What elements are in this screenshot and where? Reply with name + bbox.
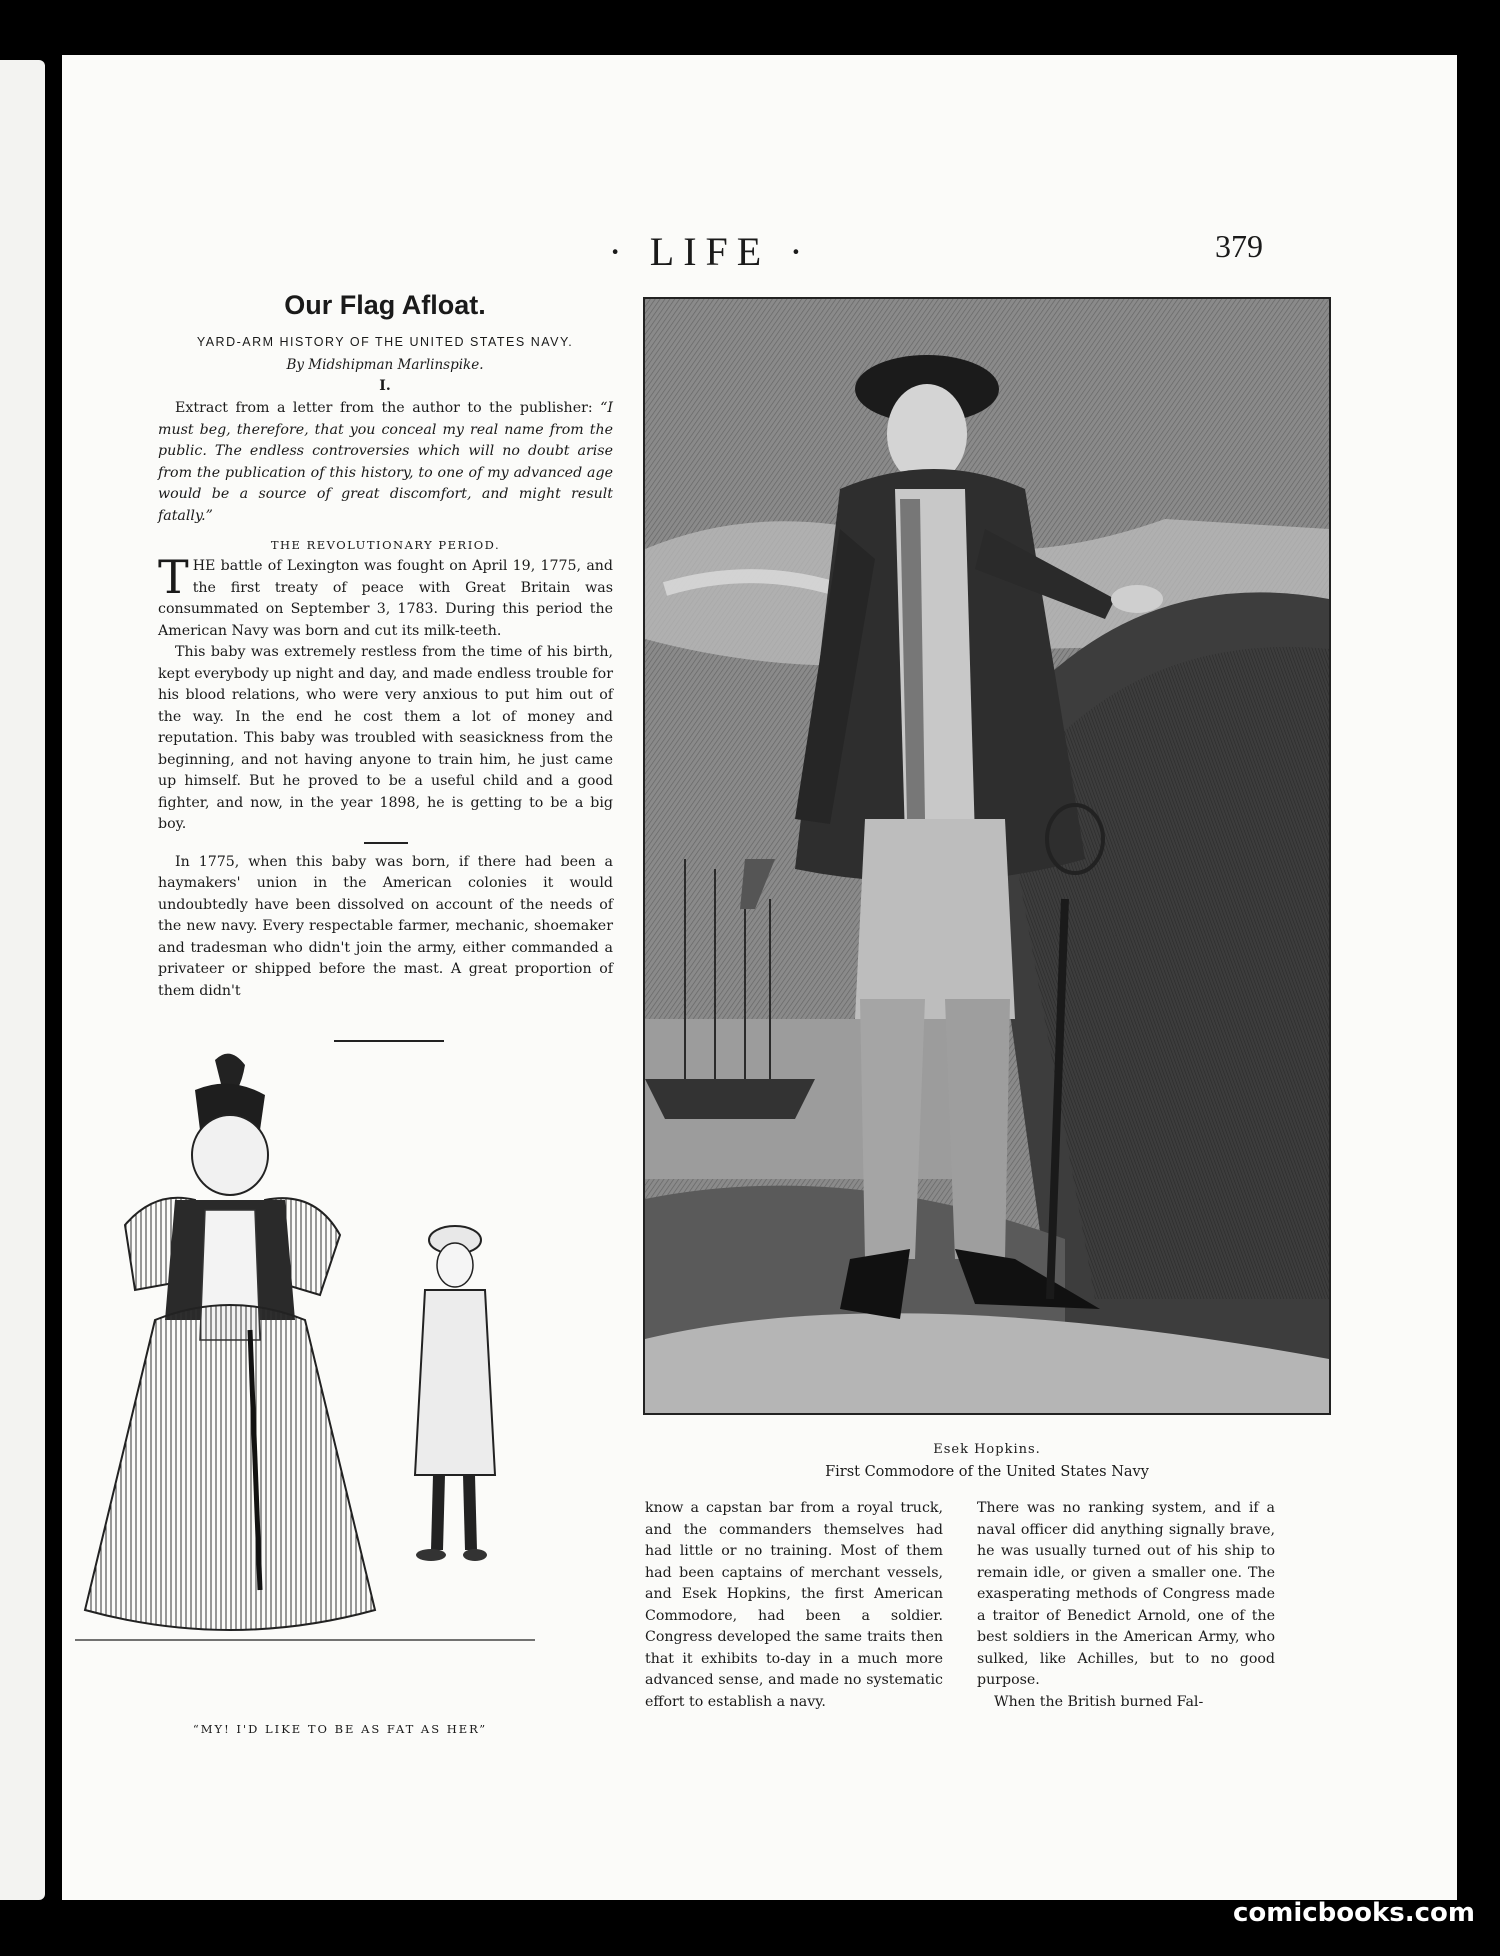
paragraph-2: This baby was extremely restless from the time of his birth, kept everybody up night and day, and made endless trouble for his blood relations, who were very anxious to put him out of the way. In the end he cost them a lot of money and reputation. This baby was troubled with seasickness from the beginning, and not having anyone to train him, he just came up himself. But he proved to be a useful child and a good fighter, and now, in the year 1898, he is getting to be a big boy. bbox=[158, 644, 613, 832]
article-byline: By Midshipman Marlinspike. bbox=[286, 357, 484, 373]
paragraph-1-text: HE battle of Lexington was fought on April 19, 1775, and the first treaty of peace with Great Britain was consummated on September 3, 1783. During this period the American Navy was born and cut its milk-teeth. bbox=[158, 558, 613, 639]
bottom-column-left bbox=[645, 1498, 943, 1713]
child-figure bbox=[415, 1226, 495, 1561]
column-end-rule bbox=[334, 1040, 444, 1042]
portrait-caption-name: Esek Hopkins. bbox=[933, 1442, 1041, 1457]
drop-cap: T bbox=[158, 550, 189, 604]
portrait-caption-description: First Commodore of the United States Navy bbox=[825, 1464, 1149, 1480]
bottom-column-right bbox=[977, 1498, 1275, 1713]
portrait-engraving bbox=[643, 297, 1331, 1415]
extract-quote: “I must beg, therefore, that you conceal my real name from the public. The endless controversies which will no doubt arise from the publication of this history, to one of my advanced age would be a source of great discomfort, and might result fatally.” bbox=[158, 400, 613, 524]
column-b-text-1: There was no ranking system, and if a naval officer did anything signally brave, he was usually turned out of his ship to remain idle, or given a smaller one. The exasperating methods of Congress made a traitor of Benedict Arnold, one of the best soldiers in the American Army, who sulked, like Achilles, but to no good purpose. bbox=[977, 1500, 1275, 1688]
article-body bbox=[158, 550, 613, 1002]
cartoon-drawing bbox=[65, 1050, 620, 1685]
column-b-text-2: When the British burned Fal- bbox=[994, 1693, 1204, 1710]
paragraph-3: In 1775, when this baby was born, if there had been a haymakers' union in the American colonies it would undoubtedly have been dissolved on account of the needs of the new navy. Every respectable farmer, mechanic, shoemaker and tradesman who didn't join the army, either commanded a privateer or shipped before the mast. A great proportion of them didn't bbox=[158, 853, 613, 999]
article-subtitle: YARD-ARM HISTORY OF THE UNITED STATES NAVY. bbox=[196, 335, 574, 349]
author-letter-extract bbox=[158, 398, 613, 527]
extract-intro: Extract from a letter from the author to the publisher: bbox=[175, 400, 601, 416]
engraving-illustration bbox=[645, 299, 1329, 1413]
facing-page-edge bbox=[0, 60, 45, 1900]
article-title: Our Flag Afloat. bbox=[284, 290, 486, 320]
section-heading: THE REVOLUTIONARY PERIOD. bbox=[270, 538, 501, 552]
fat-woman-figure bbox=[85, 1054, 375, 1630]
section-divider bbox=[364, 842, 408, 844]
cartoon-illustration bbox=[65, 1050, 620, 1685]
watermark: comicbooks.com bbox=[1232, 1898, 1475, 1928]
paragraph-1 bbox=[158, 550, 613, 642]
column-a-text: know a capstan bar from a royal truck, and the commanders themselves had had little or no training. Most of them had been captains of merchant vessels, and Esek Hopkins, the first American Commodore, had been a soldier. Congress developed the same traits then that it exhibits to-day in a much more advanced sense, and made no systematic effort to establish a navy. bbox=[645, 1500, 943, 1710]
part-numeral: I. bbox=[379, 378, 391, 394]
page-number: 379 bbox=[1215, 228, 1263, 264]
cartoon-caption: “MY! I'D LIKE TO BE AS FAT AS HER” bbox=[192, 1722, 488, 1736]
masthead: · LIFE · bbox=[608, 229, 812, 274]
